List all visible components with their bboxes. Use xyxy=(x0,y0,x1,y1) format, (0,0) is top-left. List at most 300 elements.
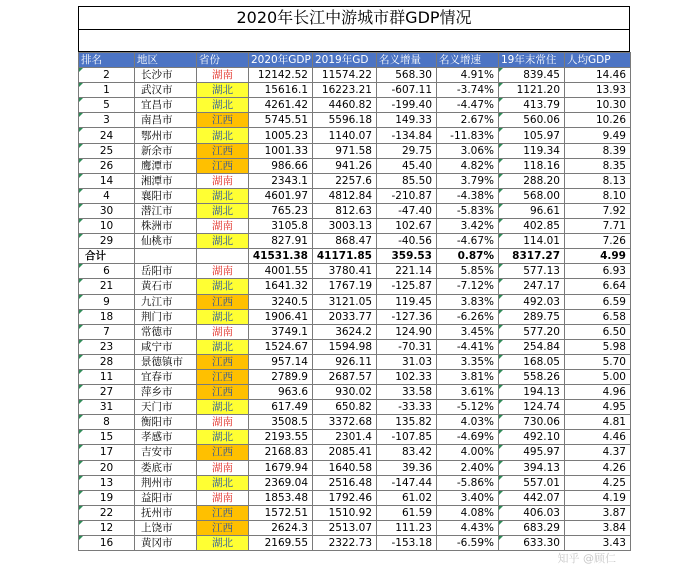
cell-rank[interactable]: 14 xyxy=(79,173,135,188)
cell-city[interactable]: 荆州市 xyxy=(135,475,197,490)
cell-population-2019[interactable]: 492.10 xyxy=(499,430,565,445)
cell-gdp-per-capita[interactable]: 4.37 xyxy=(565,445,631,460)
cell-gdp-2020[interactable]: 617.49 xyxy=(249,400,313,415)
cell-gdp-2020[interactable]: 4601.97 xyxy=(249,188,313,203)
cell-nominal-increase[interactable]: 221.14 xyxy=(377,264,437,279)
cell-nominal-increase[interactable]: -40.56 xyxy=(377,234,437,249)
cell-city[interactable]: 衡阳市 xyxy=(135,415,197,430)
cell-nominal-growth[interactable]: 4.91% xyxy=(437,68,499,83)
cell-population-2019[interactable]: 557.01 xyxy=(499,475,565,490)
cell-gdp-2020[interactable]: 2168.83 xyxy=(249,445,313,460)
cell-city[interactable]: 潜江市 xyxy=(135,203,197,218)
cell-gdp-per-capita[interactable]: 6.64 xyxy=(565,279,631,294)
cell-population-2019[interactable]: 413.79 xyxy=(499,98,565,113)
cell-gdp-per-capita[interactable]: 8.13 xyxy=(565,173,631,188)
cell-province[interactable]: 湖北 xyxy=(197,128,249,143)
cell-gdp-per-capita[interactable]: 7.26 xyxy=(565,234,631,249)
cell-city[interactable]: 黄冈市 xyxy=(135,536,197,551)
cell-gdp-2019[interactable]: 3121.05 xyxy=(313,294,377,309)
cell-rank[interactable]: 3 xyxy=(79,113,135,128)
cell-rank[interactable]: 18 xyxy=(79,309,135,324)
cell-gdp-2019[interactable]: 941.26 xyxy=(313,158,377,173)
cell-population-2019[interactable]: 394.13 xyxy=(499,460,565,475)
column-header[interactable]: 人均GDP xyxy=(565,53,631,68)
cell-city[interactable]: 景德镇市 xyxy=(135,354,197,369)
cell-gdp-2020[interactable]: 15616.1 xyxy=(249,83,313,98)
cell-gdp-2020[interactable]: 41531.38 xyxy=(249,249,313,264)
cell-nominal-increase[interactable]: -70.31 xyxy=(377,339,437,354)
cell-nominal-growth[interactable]: -6.26% xyxy=(437,309,499,324)
cell-nominal-increase[interactable]: 119.45 xyxy=(377,294,437,309)
cell-nominal-increase[interactable]: 39.36 xyxy=(377,460,437,475)
cell-province[interactable]: 江西 xyxy=(197,385,249,400)
cell-population-2019[interactable]: 1121.20 xyxy=(499,83,565,98)
cell-rank[interactable]: 31 xyxy=(79,400,135,415)
cell-gdp-2020[interactable]: 963.6 xyxy=(249,385,313,400)
cell-nominal-growth[interactable]: -6.59% xyxy=(437,536,499,551)
cell-gdp-per-capita[interactable]: 8.35 xyxy=(565,158,631,173)
cell-gdp-per-capita[interactable]: 10.30 xyxy=(565,98,631,113)
cell-population-2019[interactable]: 730.06 xyxy=(499,415,565,430)
cell-population-2019[interactable]: 119.34 xyxy=(499,143,565,158)
cell-gdp-2020[interactable]: 2789.9 xyxy=(249,369,313,384)
cell-gdp-per-capita[interactable]: 6.59 xyxy=(565,294,631,309)
cell-gdp-2020[interactable]: 2193.55 xyxy=(249,430,313,445)
cell-nominal-growth[interactable]: 3.45% xyxy=(437,324,499,339)
cell-gdp-per-capita[interactable]: 10.26 xyxy=(565,113,631,128)
cell-city[interactable]: 荆门市 xyxy=(135,309,197,324)
cell-city[interactable]: 萍乡市 xyxy=(135,385,197,400)
cell-gdp-2019[interactable]: 5596.18 xyxy=(313,113,377,128)
cell-nominal-increase[interactable]: -153.18 xyxy=(377,536,437,551)
cell-rank[interactable]: 8 xyxy=(79,415,135,430)
cell-nominal-growth[interactable]: -5.12% xyxy=(437,400,499,415)
cell-gdp-2020[interactable]: 3749.1 xyxy=(249,324,313,339)
cell-city[interactable]: 宜昌市 xyxy=(135,98,197,113)
cell-city[interactable]: 武汉市 xyxy=(135,83,197,98)
cell-province[interactable]: 湖北 xyxy=(197,234,249,249)
cell-gdp-2020[interactable]: 4001.55 xyxy=(249,264,313,279)
cell-city[interactable]: 九江市 xyxy=(135,294,197,309)
cell-population-2019[interactable]: 492.03 xyxy=(499,294,565,309)
cell-nominal-growth[interactable]: 4.82% xyxy=(437,158,499,173)
cell-population-2019[interactable]: 118.16 xyxy=(499,158,565,173)
cell-city[interactable]: 鄂州市 xyxy=(135,128,197,143)
cell-population-2019[interactable]: 839.45 xyxy=(499,68,565,83)
cell-population-2019[interactable]: 288.20 xyxy=(499,173,565,188)
cell-rank[interactable]: 1 xyxy=(79,83,135,98)
cell-gdp-per-capita[interactable]: 6.93 xyxy=(565,264,631,279)
cell-nominal-growth[interactable]: -5.86% xyxy=(437,475,499,490)
cell-province[interactable]: 湖南 xyxy=(197,68,249,83)
cell-gdp-per-capita[interactable]: 8.10 xyxy=(565,188,631,203)
cell-gdp-per-capita[interactable]: 8.39 xyxy=(565,143,631,158)
cell-city[interactable]: 天门市 xyxy=(135,400,197,415)
cell-population-2019[interactable]: 558.26 xyxy=(499,369,565,384)
cell-nominal-increase[interactable]: -147.44 xyxy=(377,475,437,490)
column-header[interactable]: 排名 xyxy=(79,53,135,68)
cell-gdp-2019[interactable]: 1140.07 xyxy=(313,128,377,143)
cell-nominal-growth[interactable]: 3.35% xyxy=(437,354,499,369)
cell-gdp-2019[interactable]: 11574.22 xyxy=(313,68,377,83)
cell-nominal-growth[interactable]: -7.12% xyxy=(437,279,499,294)
cell-nominal-growth[interactable]: 3.61% xyxy=(437,385,499,400)
column-header[interactable]: 19年末常住 xyxy=(499,53,565,68)
cell-rank[interactable]: 13 xyxy=(79,475,135,490)
cell-gdp-2020[interactable]: 2624.3 xyxy=(249,520,313,535)
cell-province[interactable]: 湖北 xyxy=(197,400,249,415)
cell-population-2019[interactable]: 168.05 xyxy=(499,354,565,369)
cell-gdp-per-capita[interactable]: 14.46 xyxy=(565,68,631,83)
cell-gdp-2019[interactable]: 4812.84 xyxy=(313,188,377,203)
cell-gdp-2020[interactable]: 1524.67 xyxy=(249,339,313,354)
table-row xyxy=(79,173,631,188)
cell-gdp-2020[interactable]: 765.23 xyxy=(249,203,313,218)
cell-nominal-increase[interactable]: -125.87 xyxy=(377,279,437,294)
cell-city[interactable]: 长沙市 xyxy=(135,68,197,83)
column-header[interactable]: 地区 xyxy=(135,53,197,68)
cell-city[interactable]: 上饶市 xyxy=(135,520,197,535)
cell-gdp-2019[interactable]: 2085.41 xyxy=(313,445,377,460)
cell-nominal-increase[interactable]: 102.33 xyxy=(377,369,437,384)
cell-nominal-increase[interactable]: 85.50 xyxy=(377,173,437,188)
cell-gdp-per-capita[interactable]: 7.71 xyxy=(565,219,631,234)
cell-gdp-2019[interactable]: 2513.07 xyxy=(313,520,377,535)
cell-gdp-2020[interactable]: 1679.94 xyxy=(249,460,313,475)
cell-gdp-per-capita[interactable]: 4.19 xyxy=(565,490,631,505)
cell-province[interactable]: 江西 xyxy=(197,520,249,535)
cell-province[interactable]: 湖南 xyxy=(197,415,249,430)
cell-city[interactable]: 孝感市 xyxy=(135,430,197,445)
cell-gdp-2020[interactable]: 3240.5 xyxy=(249,294,313,309)
cell-gdp-2020[interactable]: 5745.51 xyxy=(249,113,313,128)
cell-city[interactable]: 株洲市 xyxy=(135,219,197,234)
cell-nominal-increase[interactable]: 135.82 xyxy=(377,415,437,430)
cell-gdp-2020[interactable]: 1572.51 xyxy=(249,505,313,520)
cell-gdp-2019[interactable]: 2322.73 xyxy=(313,536,377,551)
cell-population-2019[interactable]: 114.01 xyxy=(499,234,565,249)
cell-rank[interactable]: 28 xyxy=(79,354,135,369)
cell-province[interactable]: 湖南 xyxy=(197,264,249,279)
cell-rank[interactable]: 10 xyxy=(79,219,135,234)
cell-province[interactable]: 湖北 xyxy=(197,83,249,98)
cell-rank[interactable]: 6 xyxy=(79,264,135,279)
cell-rank[interactable]: 16 xyxy=(79,536,135,551)
cell-population-2019[interactable]: 406.03 xyxy=(499,505,565,520)
blank-row[interactable] xyxy=(78,29,630,52)
cell-population-2019[interactable]: 633.30 xyxy=(499,536,565,551)
cell-province[interactable]: 湖北 xyxy=(197,339,249,354)
cell-nominal-growth[interactable]: 0.87% xyxy=(437,249,499,264)
cell-gdp-per-capita[interactable]: 5.00 xyxy=(565,369,631,384)
cell-nominal-growth[interactable]: -4.67% xyxy=(437,234,499,249)
cell-nominal-increase[interactable]: 61.59 xyxy=(377,505,437,520)
cell-province[interactable]: 湖南 xyxy=(197,173,249,188)
cell-province[interactable]: 湖北 xyxy=(197,536,249,551)
cell-nominal-increase[interactable]: 102.67 xyxy=(377,219,437,234)
cell-gdp-2019[interactable]: 1640.58 xyxy=(313,460,377,475)
cell-gdp-2019[interactable]: 2301.4 xyxy=(313,430,377,445)
cell-rank[interactable]: 19 xyxy=(79,490,135,505)
cell-gdp-2020[interactable]: 2343.1 xyxy=(249,173,313,188)
cell-gdp-2019[interactable]: 2257.6 xyxy=(313,173,377,188)
cell-rank[interactable]: 22 xyxy=(79,505,135,520)
cell-nominal-growth[interactable]: -4.41% xyxy=(437,339,499,354)
cell-nominal-increase[interactable]: -127.36 xyxy=(377,309,437,324)
cell-city[interactable]: 咸宁市 xyxy=(135,339,197,354)
cell-city[interactable]: 吉安市 xyxy=(135,445,197,460)
cell-nominal-increase[interactable]: -210.87 xyxy=(377,188,437,203)
cell-province[interactable]: 湖南 xyxy=(197,490,249,505)
cell-gdp-2020[interactable]: 12142.52 xyxy=(249,68,313,83)
cell-population-2019[interactable]: 560.06 xyxy=(499,113,565,128)
cell-nominal-growth[interactable]: 2.40% xyxy=(437,460,499,475)
cell-gdp-2019[interactable]: 3003.13 xyxy=(313,219,377,234)
cell-gdp-2020[interactable]: 4261.42 xyxy=(249,98,313,113)
cell-nominal-increase[interactable]: 149.33 xyxy=(377,113,437,128)
cell-city[interactable]: 鹰潭市 xyxy=(135,158,197,173)
cell-population-2019[interactable]: 577.20 xyxy=(499,324,565,339)
cell-gdp-per-capita[interactable]: 4.96 xyxy=(565,385,631,400)
cell-province[interactable]: 江西 xyxy=(197,113,249,128)
cell-province[interactable]: 湖北 xyxy=(197,309,249,324)
cell-nominal-growth[interactable]: 4.03% xyxy=(437,415,499,430)
cell-city[interactable]: 娄底市 xyxy=(135,460,197,475)
cell-population-2019[interactable]: 194.13 xyxy=(499,385,565,400)
cell-gdp-per-capita[interactable]: 9.49 xyxy=(565,128,631,143)
cell-nominal-increase[interactable]: 359.53 xyxy=(377,249,437,264)
cell-population-2019[interactable]: 254.84 xyxy=(499,339,565,354)
cell-gdp-2019[interactable]: 2687.57 xyxy=(313,369,377,384)
cell-rank[interactable]: 4 xyxy=(79,188,135,203)
cell-population-2019[interactable]: 8317.27 xyxy=(499,249,565,264)
cell-gdp-per-capita[interactable]: 3.43 xyxy=(565,536,631,551)
cell-population-2019[interactable]: 96.61 xyxy=(499,203,565,218)
cell-rank[interactable]: 29 xyxy=(79,234,135,249)
cell-rank[interactable]: 12 xyxy=(79,520,135,535)
cell-gdp-2019[interactable]: 16223.21 xyxy=(313,83,377,98)
cell-gdp-2020[interactable]: 1906.41 xyxy=(249,309,313,324)
cell-gdp-2019[interactable]: 650.82 xyxy=(313,400,377,415)
cell-province[interactable]: 江西 xyxy=(197,445,249,460)
cell-gdp-2020[interactable]: 1641.32 xyxy=(249,279,313,294)
cell-gdp-2019[interactable]: 1767.19 xyxy=(313,279,377,294)
cell-nominal-increase[interactable]: -199.40 xyxy=(377,98,437,113)
cell-rank[interactable]: 27 xyxy=(79,385,135,400)
cell-gdp-2019[interactable]: 4460.82 xyxy=(313,98,377,113)
cell-gdp-2019[interactable]: 41171.85 xyxy=(313,249,377,264)
cell-population-2019[interactable]: 683.29 xyxy=(499,520,565,535)
cell-gdp-2019[interactable]: 1594.98 xyxy=(313,339,377,354)
cell-nominal-increase[interactable]: 61.02 xyxy=(377,490,437,505)
cell-gdp-per-capita[interactable]: 4.25 xyxy=(565,475,631,490)
cell-gdp-per-capita[interactable]: 4.81 xyxy=(565,415,631,430)
column-header[interactable]: 省份 xyxy=(197,53,249,68)
cell-nominal-growth[interactable]: 5.85% xyxy=(437,264,499,279)
cell-nominal-increase[interactable]: 31.03 xyxy=(377,354,437,369)
cell-nominal-increase[interactable]: 29.75 xyxy=(377,143,437,158)
cell-gdp-per-capita[interactable]: 4.26 xyxy=(565,460,631,475)
cell-nominal-growth[interactable]: -4.38% xyxy=(437,188,499,203)
cell-population-2019[interactable]: 577.13 xyxy=(499,264,565,279)
cell-rank[interactable]: 21 xyxy=(79,279,135,294)
cell-nominal-growth[interactable]: 3.79% xyxy=(437,173,499,188)
cell-nominal-growth[interactable]: -3.74% xyxy=(437,83,499,98)
cell-nominal-growth[interactable]: 3.40% xyxy=(437,490,499,505)
cell-gdp-2019[interactable]: 1510.92 xyxy=(313,505,377,520)
cell-province[interactable]: 江西 xyxy=(197,294,249,309)
cell-gdp-2020[interactable]: 2169.55 xyxy=(249,536,313,551)
cell-nominal-growth[interactable]: 3.42% xyxy=(437,219,499,234)
cell-nominal-increase[interactable]: 83.42 xyxy=(377,445,437,460)
cell-rank[interactable]: 20 xyxy=(79,460,135,475)
cell-nominal-growth[interactable]: 4.00% xyxy=(437,445,499,460)
cell-nominal-growth[interactable]: -4.47% xyxy=(437,98,499,113)
cell-gdp-per-capita[interactable]: 3.84 xyxy=(565,520,631,535)
cell-rank[interactable]: 5 xyxy=(79,98,135,113)
cell-city[interactable]: 益阳市 xyxy=(135,490,197,505)
cell-nominal-increase[interactable]: -47.40 xyxy=(377,203,437,218)
cell-city[interactable]: 襄阳市 xyxy=(135,188,197,203)
cell-nominal-increase[interactable]: -33.33 xyxy=(377,400,437,415)
cell-province[interactable]: 江西 xyxy=(197,143,249,158)
cell-province[interactable]: 湖南 xyxy=(197,324,249,339)
cell-population-2019[interactable]: 495.97 xyxy=(499,445,565,460)
cell-rank[interactable]: 25 xyxy=(79,143,135,158)
cell-gdp-per-capita[interactable]: 13.93 xyxy=(565,83,631,98)
cell-nominal-increase[interactable]: 111.23 xyxy=(377,520,437,535)
cell-province[interactable]: 湖北 xyxy=(197,475,249,490)
cell-gdp-2020[interactable]: 1853.48 xyxy=(249,490,313,505)
cell-gdp-2019[interactable]: 3372.68 xyxy=(313,415,377,430)
cell-rank[interactable]: 合计 xyxy=(79,249,135,264)
cell-gdp-2020[interactable]: 3508.5 xyxy=(249,415,313,430)
cell-province[interactable] xyxy=(197,249,249,264)
cell-province[interactable]: 江西 xyxy=(197,158,249,173)
column-header[interactable]: 名义增速 xyxy=(437,53,499,68)
cell-city[interactable]: 黄石市 xyxy=(135,279,197,294)
cell-population-2019[interactable]: 402.85 xyxy=(499,219,565,234)
cell-province[interactable]: 江西 xyxy=(197,354,249,369)
cell-gdp-2020[interactable]: 1001.33 xyxy=(249,143,313,158)
cell-nominal-growth[interactable]: -11.83% xyxy=(437,128,499,143)
cell-nominal-growth[interactable]: -4.69% xyxy=(437,430,499,445)
cell-gdp-2019[interactable]: 926.11 xyxy=(313,354,377,369)
column-header[interactable]: 名义增量 xyxy=(377,53,437,68)
cell-population-2019[interactable]: 124.74 xyxy=(499,400,565,415)
cell-gdp-2020[interactable]: 986.66 xyxy=(249,158,313,173)
cell-gdp-per-capita[interactable]: 5.70 xyxy=(565,354,631,369)
cell-population-2019[interactable]: 247.17 xyxy=(499,279,565,294)
cell-rank[interactable]: 26 xyxy=(79,158,135,173)
cell-population-2019[interactable]: 568.00 xyxy=(499,188,565,203)
cell-population-2019[interactable]: 105.97 xyxy=(499,128,565,143)
cell-gdp-per-capita[interactable]: 4.95 xyxy=(565,400,631,415)
cell-gdp-per-capita[interactable]: 4.99 xyxy=(565,249,631,264)
cell-nominal-growth[interactable]: 2.67% xyxy=(437,113,499,128)
cell-city[interactable]: 南昌市 xyxy=(135,113,197,128)
cell-province[interactable]: 江西 xyxy=(197,505,249,520)
cell-city[interactable] xyxy=(135,249,197,264)
cell-city[interactable]: 新余市 xyxy=(135,143,197,158)
cell-province[interactable]: 湖北 xyxy=(197,430,249,445)
column-header[interactable]: 2019年GD xyxy=(313,53,377,68)
cell-nominal-increase[interactable]: 124.90 xyxy=(377,324,437,339)
cell-gdp-2019[interactable]: 3624.2 xyxy=(313,324,377,339)
cell-city[interactable]: 仙桃市 xyxy=(135,234,197,249)
cell-gdp-per-capita[interactable]: 3.87 xyxy=(565,505,631,520)
cell-gdp-2019[interactable]: 2516.48 xyxy=(313,475,377,490)
cell-population-2019[interactable]: 442.07 xyxy=(499,490,565,505)
cell-gdp-2019[interactable]: 3780.41 xyxy=(313,264,377,279)
cell-rank[interactable]: 17 xyxy=(79,445,135,460)
cell-nominal-increase[interactable]: -607.11 xyxy=(377,83,437,98)
cell-rank[interactable]: 23 xyxy=(79,339,135,354)
cell-gdp-per-capita[interactable]: 6.58 xyxy=(565,309,631,324)
cell-nominal-growth[interactable]: 3.06% xyxy=(437,143,499,158)
cell-gdp-2020[interactable]: 827.91 xyxy=(249,234,313,249)
cell-gdp-per-capita[interactable]: 4.46 xyxy=(565,430,631,445)
cell-nominal-growth[interactable]: 3.81% xyxy=(437,369,499,384)
cell-nominal-increase[interactable]: 568.30 xyxy=(377,68,437,83)
cell-province[interactable]: 湖南 xyxy=(197,219,249,234)
cell-city[interactable]: 常德市 xyxy=(135,324,197,339)
cell-nominal-increase[interactable]: -134.84 xyxy=(377,128,437,143)
cell-city[interactable]: 宜春市 xyxy=(135,369,197,384)
cell-nominal-increase[interactable]: 45.40 xyxy=(377,158,437,173)
cell-rank[interactable]: 15 xyxy=(79,430,135,445)
cell-province[interactable]: 湖南 xyxy=(197,460,249,475)
cell-rank[interactable]: 30 xyxy=(79,203,135,218)
cell-gdp-2019[interactable]: 971.58 xyxy=(313,143,377,158)
cell-nominal-growth[interactable]: 4.08% xyxy=(437,505,499,520)
cell-gdp-2019[interactable]: 2033.77 xyxy=(313,309,377,324)
cell-province[interactable]: 湖北 xyxy=(197,98,249,113)
cell-nominal-growth[interactable]: -5.83% xyxy=(437,203,499,218)
cell-gdp-per-capita[interactable]: 6.50 xyxy=(565,324,631,339)
cell-nominal-increase[interactable]: -107.85 xyxy=(377,430,437,445)
cell-gdp-per-capita[interactable]: 5.98 xyxy=(565,339,631,354)
cell-rank[interactable]: 24 xyxy=(79,128,135,143)
cell-gdp-2020[interactable]: 3105.8 xyxy=(249,219,313,234)
cell-nominal-increase[interactable]: 33.58 xyxy=(377,385,437,400)
cell-province[interactable]: 湖北 xyxy=(197,279,249,294)
cell-gdp-2019[interactable]: 1792.46 xyxy=(313,490,377,505)
cell-province[interactable]: 江西 xyxy=(197,369,249,384)
cell-rank[interactable]: 9 xyxy=(79,294,135,309)
cell-rank[interactable]: 11 xyxy=(79,369,135,384)
cell-city[interactable]: 岳阳市 xyxy=(135,264,197,279)
cell-gdp-2019[interactable]: 930.02 xyxy=(313,385,377,400)
cell-city[interactable]: 抚州市 xyxy=(135,505,197,520)
cell-population-2019[interactable]: 289.75 xyxy=(499,309,565,324)
cell-rank[interactable]: 7 xyxy=(79,324,135,339)
cell-city[interactable]: 湘潭市 xyxy=(135,173,197,188)
cell-rank[interactable]: 2 xyxy=(79,68,135,83)
cell-gdp-2020[interactable]: 2369.04 xyxy=(249,475,313,490)
table-row xyxy=(79,203,631,218)
column-header[interactable]: 2020年GDP xyxy=(249,53,313,68)
cell-gdp-per-capita[interactable]: 7.92 xyxy=(565,203,631,218)
cell-nominal-growth[interactable]: 3.83% xyxy=(437,294,499,309)
cell-nominal-growth[interactable]: 4.43% xyxy=(437,520,499,535)
cell-gdp-2019[interactable]: 812.63 xyxy=(313,203,377,218)
cell-gdp-2019[interactable]: 868.47 xyxy=(313,234,377,249)
cell-province[interactable]: 湖北 xyxy=(197,203,249,218)
cell-gdp-2020[interactable]: 957.14 xyxy=(249,354,313,369)
cell-gdp-2020[interactable]: 1005.23 xyxy=(249,128,313,143)
cell-province[interactable]: 湖北 xyxy=(197,188,249,203)
